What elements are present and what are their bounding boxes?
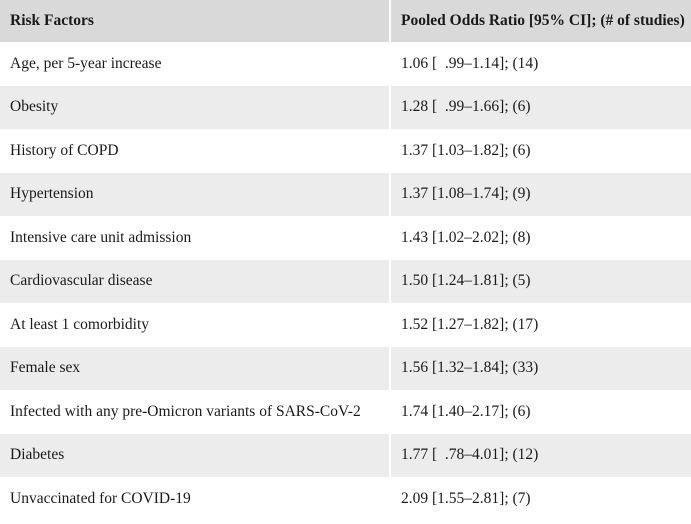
odds-ratio-cell: 1.77 [ .78–4.01]; (12) — [390, 434, 691, 478]
table-row — [0, 216, 691, 260]
table-header-row — [0, 0, 691, 42]
risk-factor-cell: Intensive care unit admission — [0, 216, 390, 260]
table-row — [0, 434, 691, 478]
risk-factor-cell: At least 1 comorbidity — [0, 303, 390, 347]
odds-ratio-cell: 1.37 [1.08–1.74]; (9) — [390, 173, 691, 217]
header-risk-factors: Risk Factors — [0, 0, 390, 42]
table-row — [0, 303, 691, 347]
table-row — [0, 86, 691, 130]
table-row — [0, 477, 691, 521]
odds-ratio-cell: 1.52 [1.27–1.82]; (17) — [390, 303, 691, 347]
odds-ratio-cell: 1.06 [ .99–1.14]; (14) — [390, 42, 691, 86]
odds-ratio-cell: 1.50 [1.24–1.81]; (5) — [390, 260, 691, 304]
table-row — [0, 42, 691, 86]
odds-ratio-cell: 1.56 [1.32–1.84]; (33) — [390, 347, 691, 391]
odds-ratio-cell: 1.28 [ .99–1.66]; (6) — [390, 86, 691, 130]
risk-factor-cell: Diabetes — [0, 434, 390, 478]
risk-factor-cell: Cardiovascular disease — [0, 260, 390, 304]
table-row — [0, 260, 691, 304]
risk-factor-cell: Infected with any pre-Omicron variants of SARS-CoV-2 — [0, 390, 390, 434]
risk-factor-cell: Unvaccinated for COVID-19 — [0, 477, 390, 521]
odds-ratio-cell: 2.09 [1.55–2.81]; (7) — [390, 477, 691, 521]
table-row — [0, 390, 691, 434]
header-pooled-odds-ratio: Pooled Odds Ratio [95% CI]; (# of studies) — [390, 0, 691, 42]
risk-factor-cell: Obesity — [0, 86, 390, 130]
risk-factor-cell: Hypertension — [0, 173, 390, 217]
odds-ratio-cell: 1.43 [1.02–2.02]; (8) — [390, 216, 691, 260]
risk-factor-cell: Age, per 5-year increase — [0, 42, 390, 86]
risk-factor-cell: History of COPD — [0, 129, 390, 173]
odds-ratio-cell: 1.37 [1.03–1.82]; (6) — [390, 129, 691, 173]
odds-ratio-cell: 1.74 [1.40–2.17]; (6) — [390, 390, 691, 434]
risk-factor-cell: Female sex — [0, 347, 390, 391]
table-row — [0, 129, 691, 173]
table-row — [0, 173, 691, 217]
table-row — [0, 347, 691, 391]
